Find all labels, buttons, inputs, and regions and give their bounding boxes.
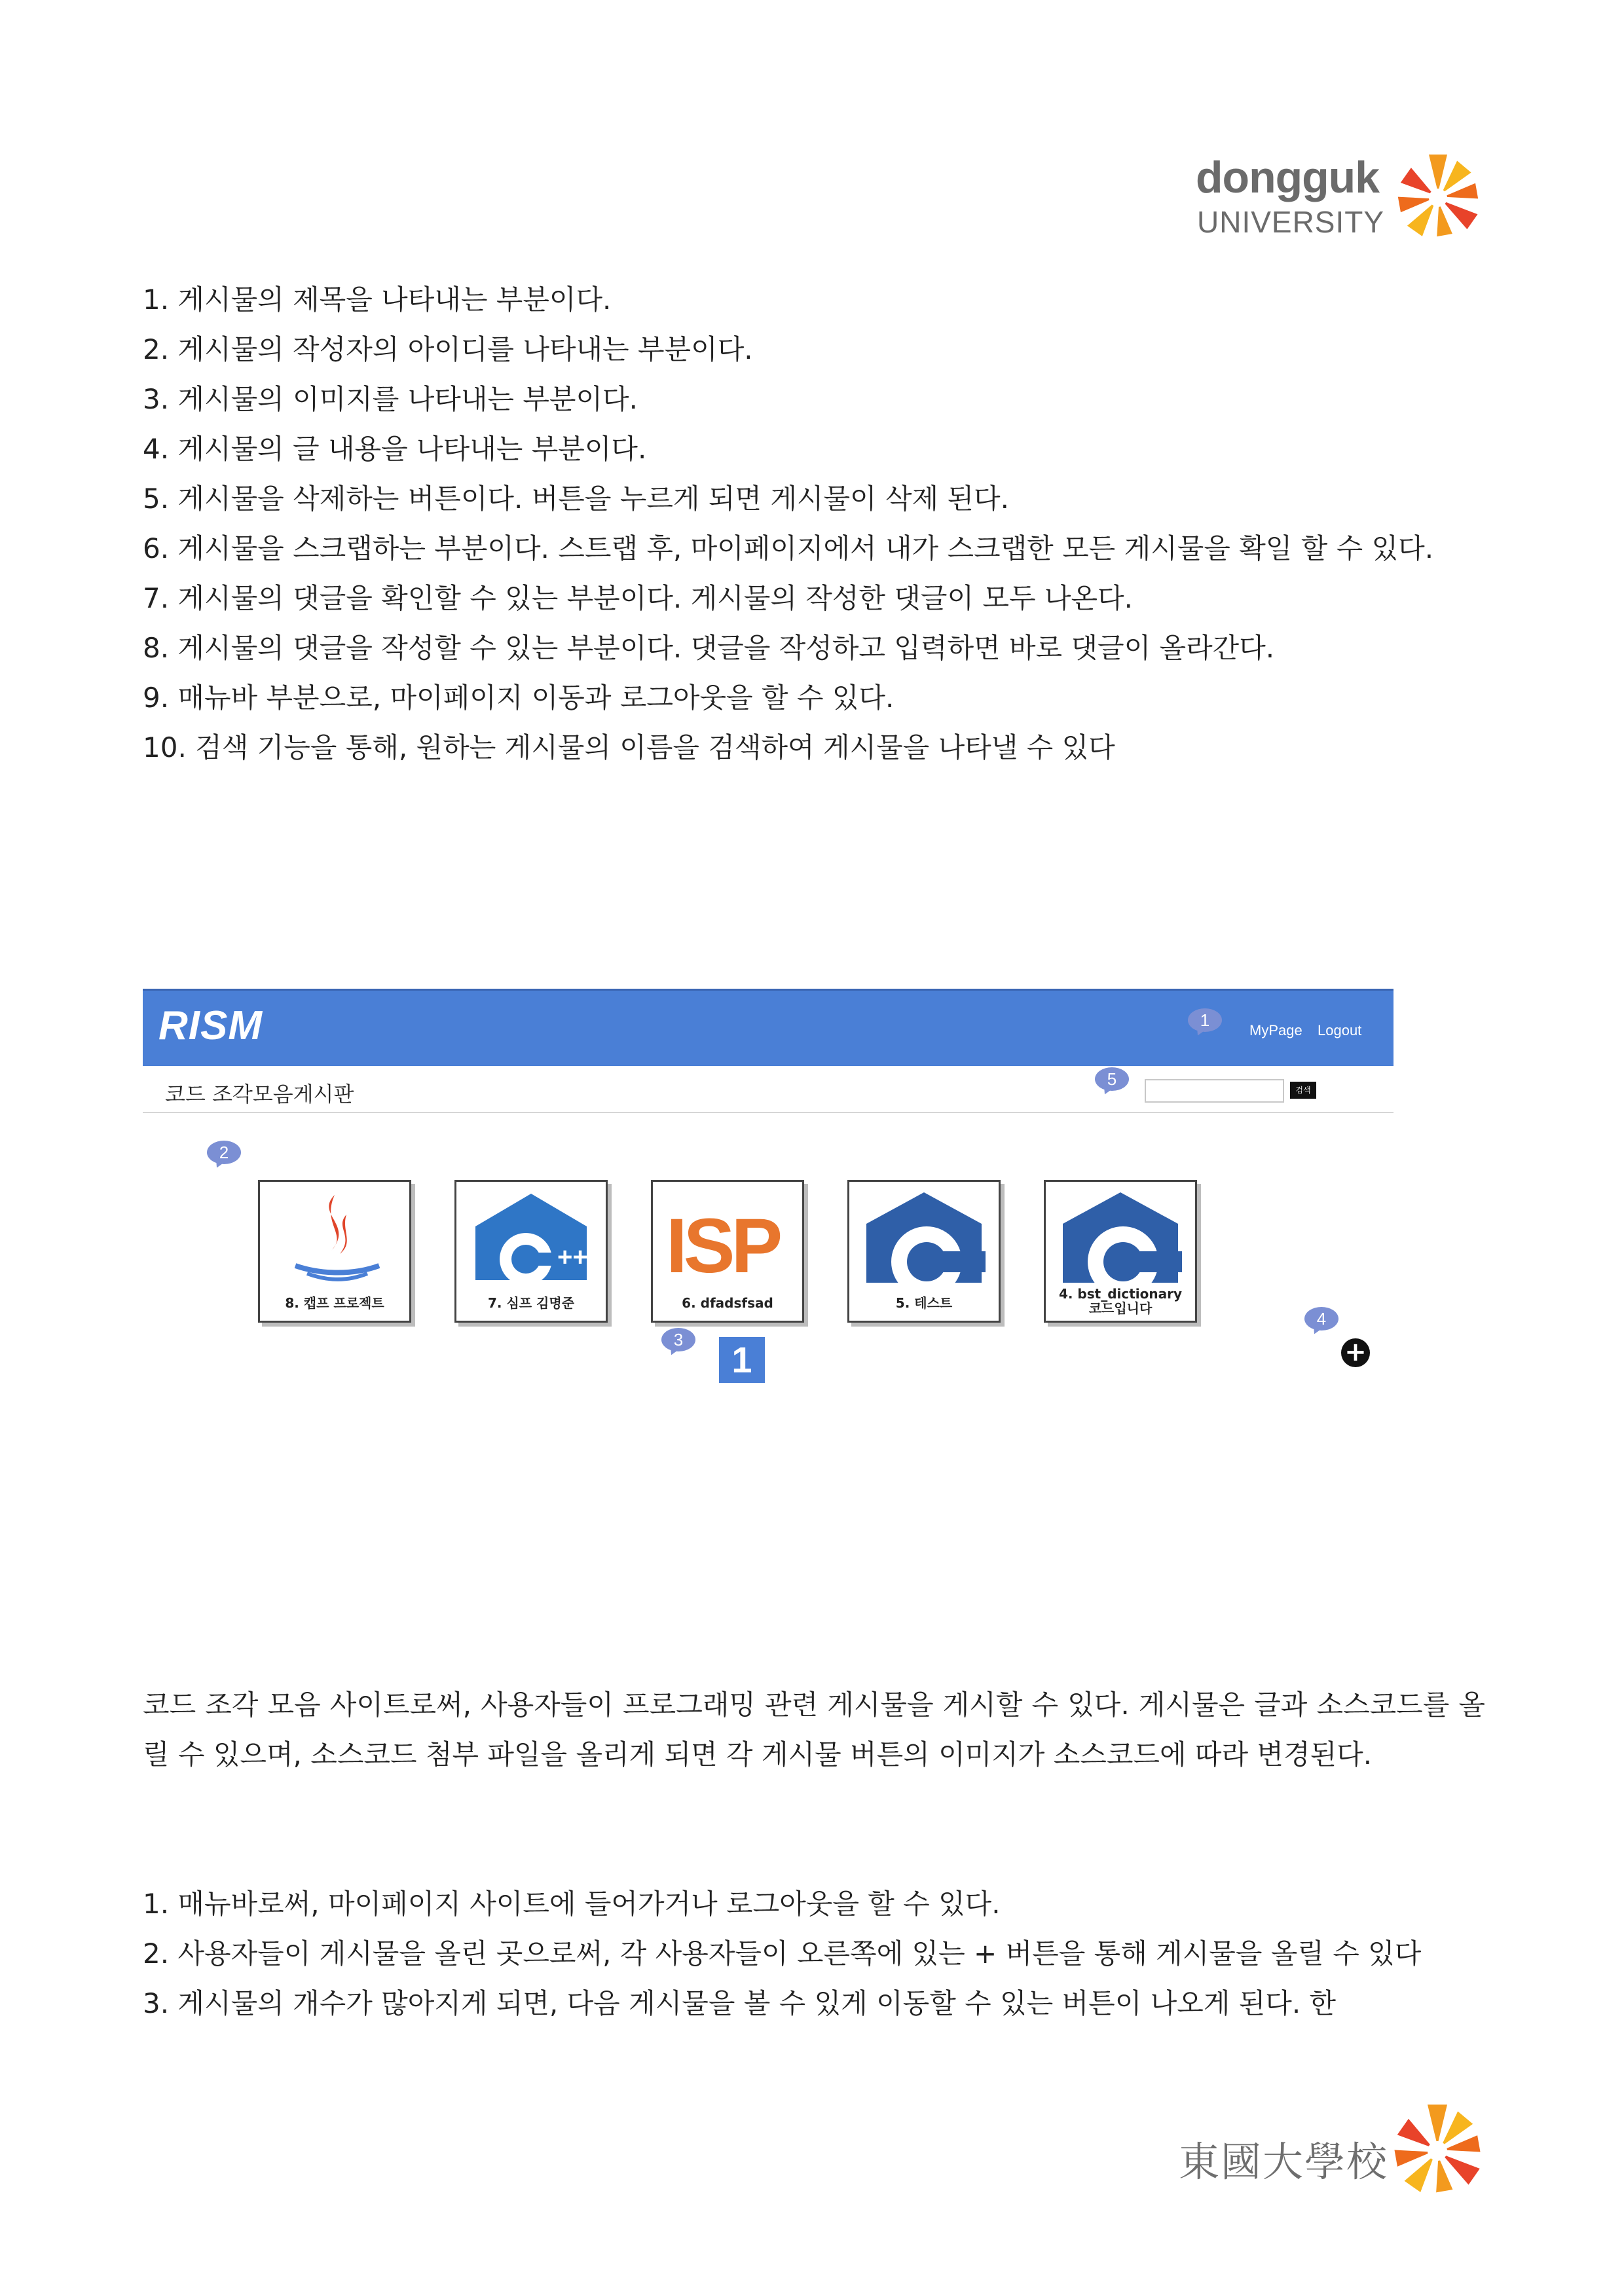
annotation-marker-1: 1 (1188, 1008, 1222, 1036)
logo-word-dongguk: dongguk (1196, 153, 1380, 202)
logout-link[interactable]: Logout (1318, 1022, 1362, 1038)
post-title: 4. bst_dictionary 코드입니다 (1058, 1286, 1183, 1316)
post-title: 6. dfadsfsad (682, 1295, 773, 1311)
svg-text:ISP: ISP (666, 1203, 779, 1287)
board-title: 코드 조각모음게시판 (165, 1082, 354, 1107)
logo-word-university: UNIVERSITY (1197, 205, 1385, 239)
post-title: 7. 심프 김명준 (487, 1295, 575, 1311)
feature-list (143, 1879, 1485, 2029)
list-item: 2. 게시물의 작성자의 아이디를 나타내는 부분이다. (143, 333, 753, 365)
cpp-logo-icon (466, 1188, 597, 1287)
board-header (143, 1066, 1393, 1113)
list-item: 10. 검색 기능을 통해, 원하는 게시물의 이름을 검색하여 게시물을 나타낼 수 있다 (143, 731, 1115, 763)
list-item: 5. 게시물을 삭제하는 버튼이다. 버튼을 누르게 되면 게시물이 삭제 된다. (143, 483, 1009, 515)
list-item: 9. 매뉴바 부분으로, 마이페이지 이동과 로그아웃을 할 수 있다. (143, 682, 895, 714)
rism-board-screenshot (143, 989, 1393, 1408)
list-item: 6. 게시물을 스크랩하는 부분이다. 스트랩 후, 마이페이지에서 내가 스크랩한 모든 게시물을 확일 할 수 있다. (143, 532, 1434, 564)
post-title: 5. 테스트 (895, 1295, 953, 1311)
dongguk-university-logo (1196, 152, 1484, 250)
list-item: 1. 게시물의 제목을 나타내는 부분이다. (143, 284, 612, 316)
java-logo-icon (269, 1188, 400, 1287)
post-card[interactable] (651, 1180, 804, 1323)
list-item: 3. 게시물의 개수가 많아지게 되면, 다음 게시물을 볼 수 있게 이동할 수 있는 버튼이 나오게 된다. 한 (143, 1987, 1337, 2019)
list-item: 8. 게시물의 댓글을 작성할 수 있는 부분이다. 댓글을 작성하고 입력하면 바로 댓글이 올라간다. (143, 632, 1275, 664)
list-item: 1. 매뉴바로써, 마이페이지 사이트에 들어가거나 로그아웃을 할 수 있다. (143, 1888, 1001, 1920)
site-description: 코드 조각 모음 사이트로써, 사용자들이 프로그래밍 관련 게시물을 게시할 수 있다. 게시물은 글과 소스코드를 올릴 수 있으며, 소스코드 첨부 파일을 올리게 되면 각 게시물 버튼의 이미지가 소스코드에 따라 변경된다. (143, 1689, 1485, 1771)
c-logo-icon (1055, 1188, 1186, 1287)
list-item: 2. 사용자들이 게시물을 올린 곳으로써, 각 사용자들이 오른쪽에 있는 + 버튼을 통해 게시물을 올릴 수 있다 (143, 1937, 1422, 1970)
dongguk-hanja-logo (1179, 2102, 1486, 2207)
annotation-marker-2: 2 (207, 1141, 241, 1168)
logo-hanja-text: 東國大學校 (1179, 2138, 1389, 2186)
post-title: 8. 캡프 프로젝트 (285, 1295, 384, 1311)
list-item: 4. 게시물의 글 내용을 나타내는 부분이다. (143, 433, 647, 465)
mypage-link[interactable]: MyPage (1249, 1022, 1302, 1038)
post-card[interactable] (258, 1180, 411, 1323)
isp-logo-icon (662, 1188, 793, 1287)
brand-logo[interactable]: RISM (158, 1003, 263, 1048)
post-card[interactable] (454, 1180, 608, 1323)
annotation-marker-3: 3 (661, 1328, 695, 1355)
post-card[interactable] (847, 1180, 1001, 1323)
annotation-marker-4: 4 (1304, 1307, 1338, 1334)
search-input[interactable] (1145, 1079, 1284, 1103)
sunburst-icon (1392, 152, 1484, 244)
description-list (143, 275, 1485, 773)
sunburst-icon (1388, 2102, 1486, 2200)
annotation-marker-5: 5 (1095, 1067, 1129, 1095)
list-item: 7. 게시물의 댓글을 확인할 수 있는 부분이다. 게시물의 작성한 댓글이 모두 나온다. (143, 582, 1133, 614)
c-logo-icon (858, 1188, 989, 1287)
list-item: 3. 게시물의 이미지를 나타내는 부분이다. (143, 383, 638, 415)
svg-text:++: ++ (557, 1243, 588, 1272)
search-button[interactable]: 검색 (1290, 1082, 1316, 1099)
page-number-button[interactable]: 1 (719, 1337, 765, 1383)
post-card[interactable] (1044, 1180, 1197, 1323)
add-post-button[interactable]: + (1341, 1338, 1370, 1367)
